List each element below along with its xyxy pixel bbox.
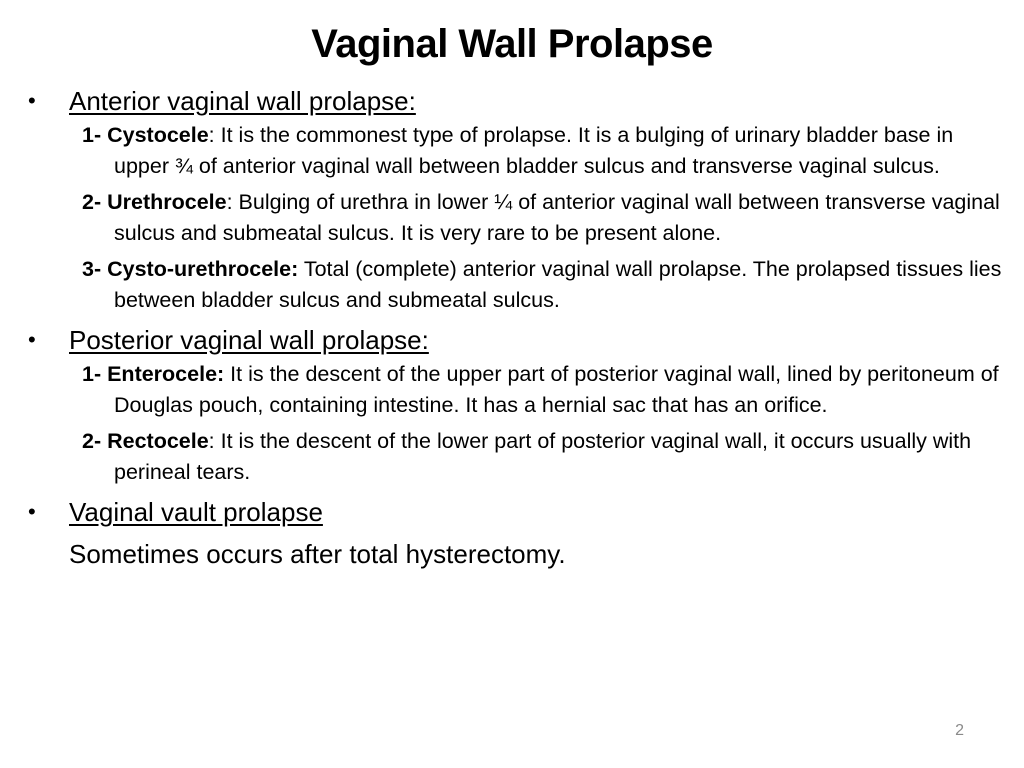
bullet-vault [28, 495, 1003, 529]
desc-cystocele: : It is the commonest type of prolapse. It is a bulging of urinary bladder base in upper ¾ of anterior vaginal wall between bladder sulcus and transverse vaginal sulcus. [114, 123, 954, 178]
list-item-rectocele [82, 426, 1003, 487]
bullet-posterior [28, 323, 1003, 357]
term-urethrocele: 2- Urethrocele [82, 190, 227, 214]
page-number: 2 [955, 722, 964, 739]
bullet-dot-icon: • [28, 499, 36, 524]
section-heading-anterior: Anterior vaginal wall prolapse: [69, 86, 416, 116]
desc-cysto-urethrocele: Total (complete) anterior vaginal wall prolapse. The prolapsed tissues lies between bladder sulcus and submeatal sulcus. [114, 257, 1002, 312]
bullet-anterior [28, 84, 1003, 118]
bullet-dot-icon: • [28, 327, 36, 352]
section-heading-posterior: Posterior vaginal wall prolapse: [69, 325, 429, 355]
bullet-dot-icon: • [28, 88, 36, 113]
slide-title: Vaginal Wall Prolapse [311, 22, 713, 66]
desc-rectocele: : It is the descent of the lower part of posterior vaginal wall, it occurs usually with perineal tears. [114, 429, 972, 484]
section-heading-vault: Vaginal vault prolapse [69, 497, 323, 527]
term-rectocele: 2- Rectocele [82, 429, 209, 453]
posterior-list [28, 359, 1003, 487]
list-item-urethrocele [82, 187, 1003, 248]
slide-content [28, 84, 1003, 571]
list-item-cysto-urethrocele [82, 254, 1003, 315]
term-enterocele: 1- Enterocele: [82, 362, 225, 386]
desc-enterocele: It is the descent of the upper part of posterior vaginal wall, lined by peritoneum of Douglas pouch, containing intestine. It has a hernial sac that has an orifice. [114, 362, 999, 417]
term-cystocele: 1- Cystocele [82, 123, 209, 147]
term-cysto-urethrocele: 3- Cysto-urethrocele: [82, 257, 299, 281]
desc-urethrocele: : Bulging of urethra in lower ¼ of anterior vaginal wall between transverse vaginal sulcus and submeatal sulcus. It is very rare to be present alone. [114, 190, 1000, 245]
list-item-cystocele [82, 120, 1003, 181]
list-item-enterocele [82, 359, 1003, 420]
vault-note: Sometimes occurs after total hysterectomy. [69, 539, 566, 569]
anterior-list [28, 120, 1003, 315]
